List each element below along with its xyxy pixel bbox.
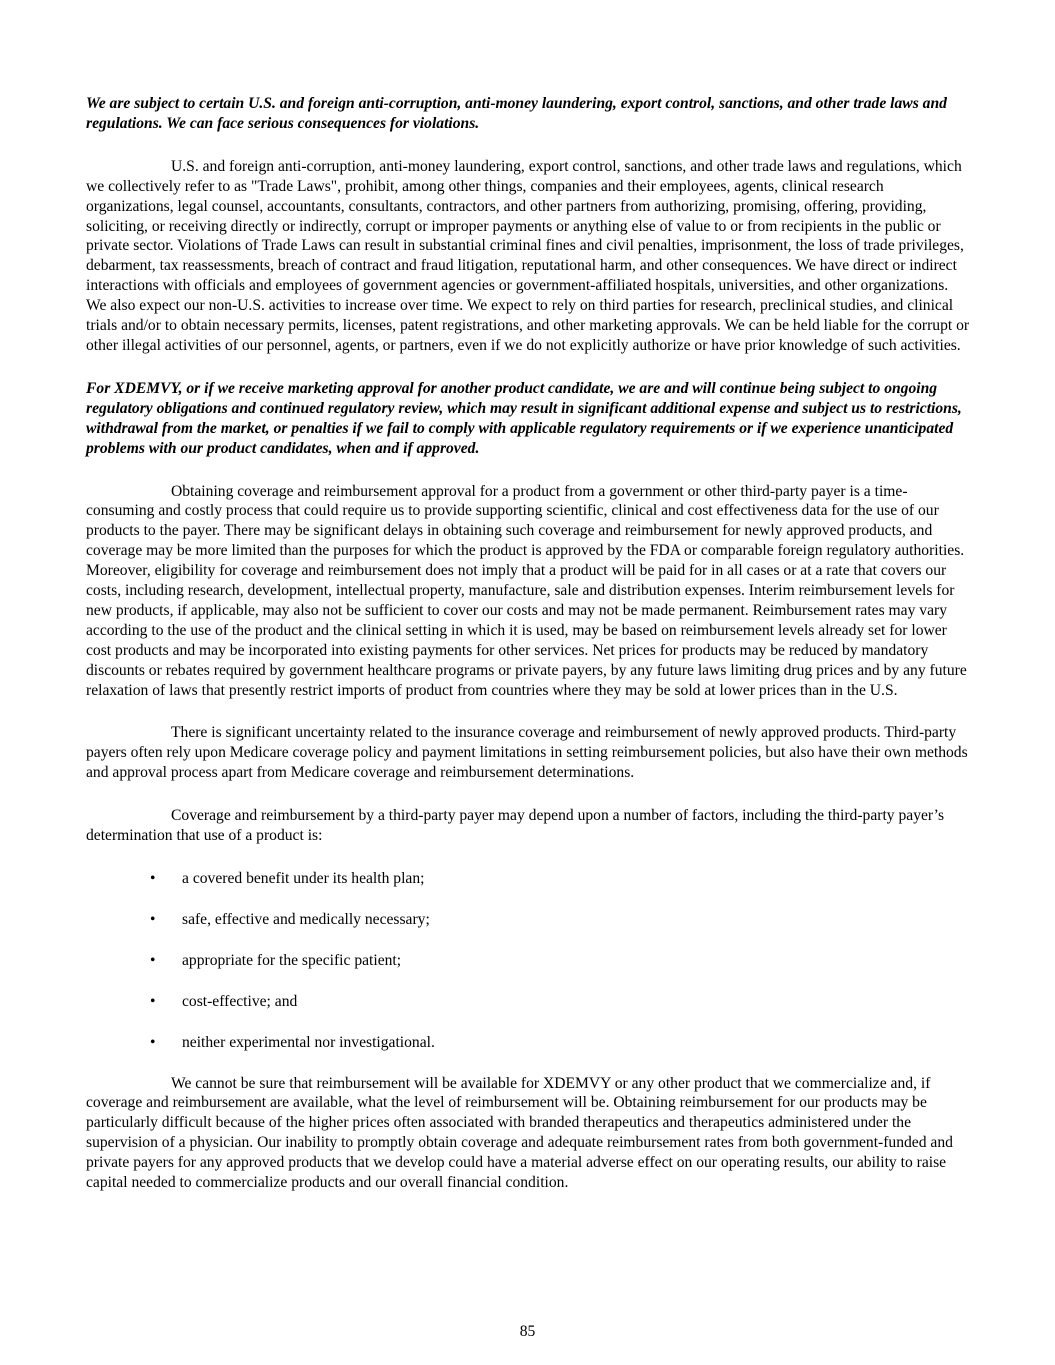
document-page: [86, 94, 970, 1216]
section-heading-regulatory-obligations: For XDEMVY, or if we receive marketing approval for another product candidate, we are and will continue being subject to ongoing regulatory obligations and continued regulatory review, which may result in significant additional expense and subject us to restrictions, withdrawal from the market, or penalties if we fail to comply with applicable regulatory requirements or if we experience unanticipated problems with our product candidates, when and if approved.: [86, 379, 962, 457]
bullet-icon: •: [150, 870, 156, 887]
page-number: 85: [519, 1323, 536, 1340]
list-item: [86, 992, 970, 1012]
list-item-text: neither experimental nor investigational.: [182, 1033, 435, 1051]
list-item: [86, 910, 970, 930]
factor-list: [86, 869, 970, 1053]
list-item: [86, 1033, 970, 1053]
bullet-icon: •: [150, 910, 156, 928]
paragraph-closing: We cannot be sure that reimbursement will be available for XDEMVY or any other product that we commercialize and, if coverage and reimbursement are available, what the level of reimbursement will be. Obtaining reimbursement for our products may be particularly difficult because of the higher prices often associated with branded therapeutics and therapeutics administered under the supervision of a physician. Our inability to promptly obtain coverage and adequate reimbursement rates from both government-funded and private payers for any approved products that we develop could have a material adverse effect on our operating results, our ability to raise capital needed to commercialize products and our overall financial condition.: [86, 1074, 953, 1192]
bullet-icon: •: [150, 992, 156, 1010]
list-item-text: a covered benefit under its health plan;: [182, 870, 425, 887]
paragraph-trade-laws: U.S. and foreign anti-corruption, anti-money laundering, export control, sanctions, and other trade laws and regulations, which we collectively refer to as "Trade Laws", prohibit, among other things, companies and their employees, agents, clinical research organizations, legal counsel, accountants, consultants, contractors, and other partners from authorizing, promising, offering, providing, soliciting, or receiving directly or indirectly, corrupt or improper payments or anything else of value to or from recipients in the public or private sector. Violations of Trade Laws can result in substantial criminal fines and civil penalties, imprisonment, the loss of trade privileges, debarment, tax reassessments, breach of contract and fraud litigation, reputational harm, and other consequences. We have direct or indirect interactions with officials and employees of government agencies or government-affiliated hospitals, universities, and other organizations. We also expect our non-U.S. activities to increase over time. We expect to rely on third parties for research, preclinical studies, and clinical trials and/or to obtain necessary permits, licenses, patent registrations, and other marketing approvals. We can be held liable for the corrupt or other illegal activities of our personnel, agents, or partners, even if we do not explicitly authorize or have prior knowledge of such activities.: [86, 157, 970, 354]
list-item-text: cost-effective; and: [182, 992, 298, 1010]
paragraph-third-party-factors: Coverage and reimbursement by a third-party payer may depend upon a number of factors, including the third-party payer’s determination that use of a product is:: [86, 807, 945, 845]
bullet-icon: •: [150, 1033, 156, 1051]
section-heading-trade-laws: We are subject to certain U.S. and foreign anti-corruption, anti-money laundering, export control, sanctions, and other trade laws and regulations. We can face serious consequences for violations.: [86, 95, 947, 132]
paragraph-insurance-uncertainty: There is significant uncertainty related to the insurance coverage and reimbursement of newly approved products. Third-party payers often rely upon Medicare coverage policy and payment limitations in setting reimbursement policies, but also have their own methods and approval process apart from Medicare coverage and reimbursement determinations.: [86, 724, 968, 782]
paragraph-coverage-reimbursement: Obtaining coverage and reimbursement approval for a product from a government or other third-party payer is a time-consuming and costly process that could require us to provide supporting scientific, clinical and cost effectiveness data for the use of our products to the payer. There may be significant delays in obtaining such coverage and reimbursement for newly approved products, and coverage may be more limited than the purposes for which the product is approved by the FDA or comparable foreign regulatory authorities. Moreover, eligibility for coverage and reimbursement does not imply that a product will be paid for in all cases or at a rate that covers our costs, including research, development, intellectual property, manufacture, sale and distribution expenses. Interim reimbursement levels for new products, if applicable, may also not be sufficient to cover our costs and may not be made permanent. Reimbursement rates may vary according to the use of the product and the clinical setting in which it is used, may be based on reimbursement levels already set for lower cost products and may be incorporated into existing payments for other services. Net prices for products may be reduced by mandatory discounts or rebates required by government healthcare programs or private payers, by any future laws limiting drug prices and by any future relaxation of laws that presently restrict imports of product from countries where they may be sold at lower prices than in the U.S.: [86, 482, 967, 699]
list-item: [86, 869, 970, 889]
list-item-text: appropriate for the specific patient;: [182, 951, 402, 969]
bullet-icon: •: [150, 951, 156, 969]
list-item: [86, 951, 970, 971]
list-item-text: safe, effective and medically necessary;: [182, 910, 430, 928]
